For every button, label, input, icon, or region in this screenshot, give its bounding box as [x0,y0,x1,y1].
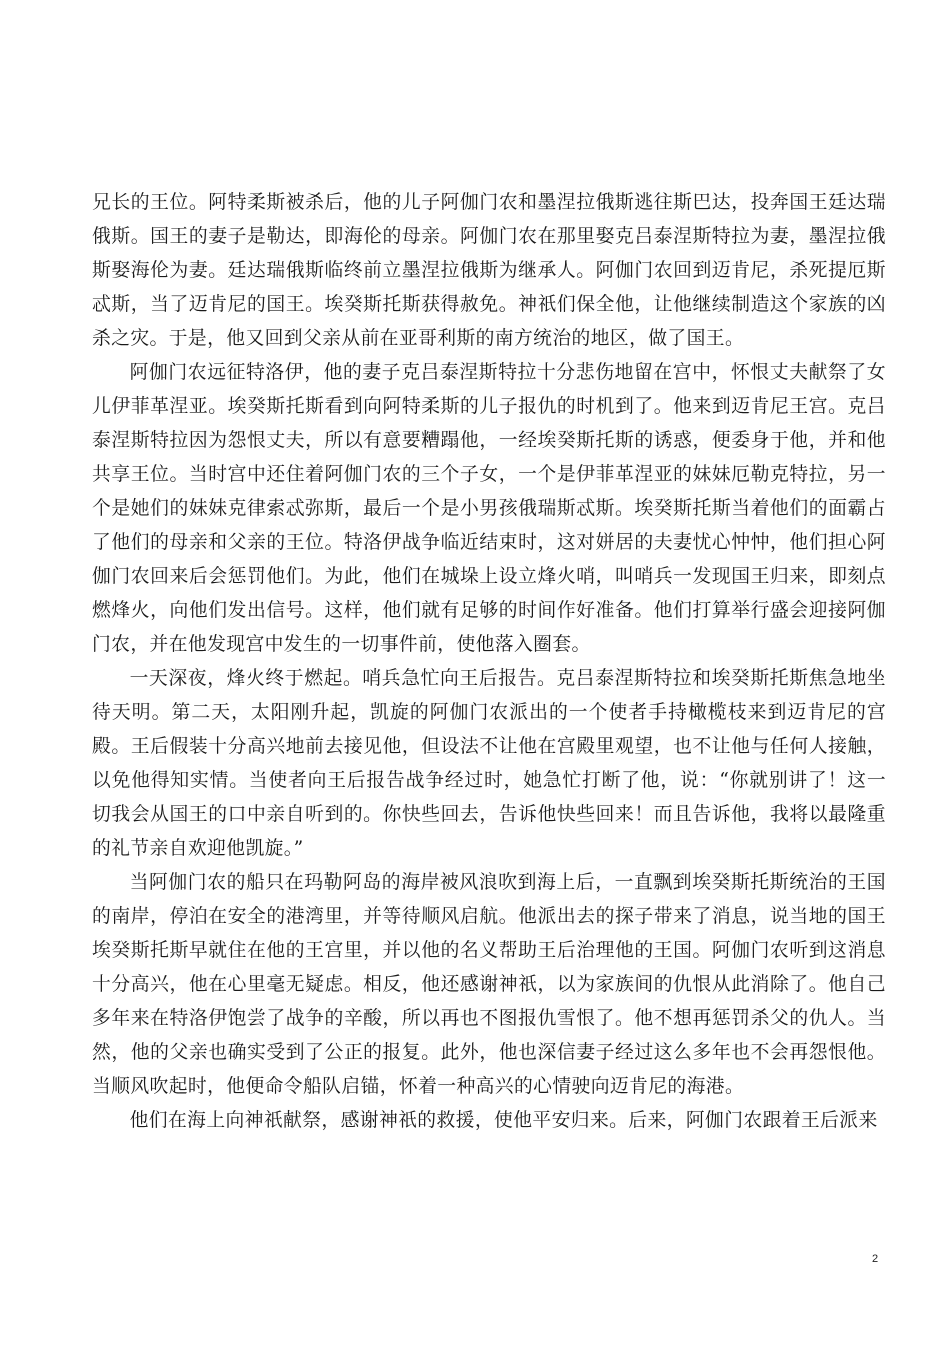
paragraph-5: 他们在海上向神祇献祭，感谢神祇的救援，使他平安归来。后来，阿伽门农跟着王后派来 [129,1110,878,1131]
paragraph-4: 当阿伽门农的船只在玛勒阿岛的海岸被风浪吹到海上后，一直飘到埃癸斯托斯统治的王国的南岸，停泊在安全的港湾里，并等待顺风启航。他派出去的探子带来了消息，说当地的国王埃癸斯托斯早就住在他的王宫里，并以他的名义帮助王后治理他的王国。阿伽门农听到这消息十分高兴，他在心里毫无疑虑。相反，他还感谢神祇，以为家族间的仇恨从此消除了。他自己多年来在特洛伊饱尝了战争的辛酸，所以再也不图报仇雪恨了。他不想再惩罚杀父的仇人。当然，他的父亲也确实受到了公正的报复。此外，他也深信妻子经过这么多年也不会再怨恨他。当顺风吹起时，他便命令船队启锚，怀着一种高兴的心情驶向迈肯尼的海港。 [92,872,886,1097]
paragraph-2: 阿伽门农远征特洛伊，他的妻子克吕泰涅斯特拉十分悲伤地留在宫中，怀恨丈夫献祭了女儿伊菲革涅亚。埃癸斯托斯看到向阿特柔斯的儿子报仇的时机到了。他来到迈肯尼王宫。克吕泰涅斯特拉因为怨恨丈夫，所以有意要糟蹋他，一经埃癸斯托斯的诱惑，便委身于他，并和他共享王位。当时宫中还住着阿伽门农的三个子女，一个是伊菲革涅亚的妹妹厄勒克特拉，另一个是她们的妹妹克律索忒弥斯，最后一个是小男孩俄瑞斯忒斯。埃癸斯托斯当着他们的面霸占了他们的母亲和父亲的王位。特洛伊战争临近结束时，这对姘居的夫妻忧心忡忡，他们担心阿伽门农回来后会惩罚他们。为此，他们在城垛上设立烽火哨，叫哨兵一发现国王归来，即刻点燃烽火，向他们发出信号。这样，他们就有足够的时间作好准备。他们打算举行盛会迎接阿伽门农，并在他发现宫中发生的一切事件前，使他落入圈套。 [92,362,886,655]
page-number: 2 [872,1253,879,1265]
body-text [92,186,886,1138]
paragraph-1: 兄长的王位。阿特柔斯被杀后，他的儿子阿伽门农和墨涅拉俄斯逃往斯巴达，投奔国王廷达瑞俄斯。国王的妻子是勒达，即海伦的母亲。阿伽门农在那里娶克吕泰涅斯特拉为妻，墨涅拉俄斯娶海伦为妻。廷达瑞俄斯临终前立墨涅拉俄斯为继承人。阿伽门农回到迈肯尼，杀死提厄斯忒斯，当了迈肯尼的国王。埃癸斯托斯获得赦免。神祇们保全他，让他继续制造这个家族的凶杀之灾。于是，他又回到父亲从前在亚哥利斯的南方统治的地区，做了国王。 [92,192,886,349]
paragraph-3: 一天深夜，烽火终于燃起。哨兵急忙向王后报告。克吕泰涅斯特拉和埃癸斯托斯焦急地坐待天明。第二天，太阳刚升起，凯旋的阿伽门农派出的一个使者手持橄榄枝来到迈肯尼的宫殿。王后假装十分高兴地前去接见他，但设法不让他在宫殿里观望，也不让他与任何人接触，以免他得知实情。当使者向王后报告战争经过时，她急忙打断了他，说：“你就别讲了！这一切我会从国王的口中亲自听到的。你快些回去，告诉他快些回来！而且告诉他，我将以最隆重的礼节亲自欢迎他凯旋。” [92,668,886,859]
